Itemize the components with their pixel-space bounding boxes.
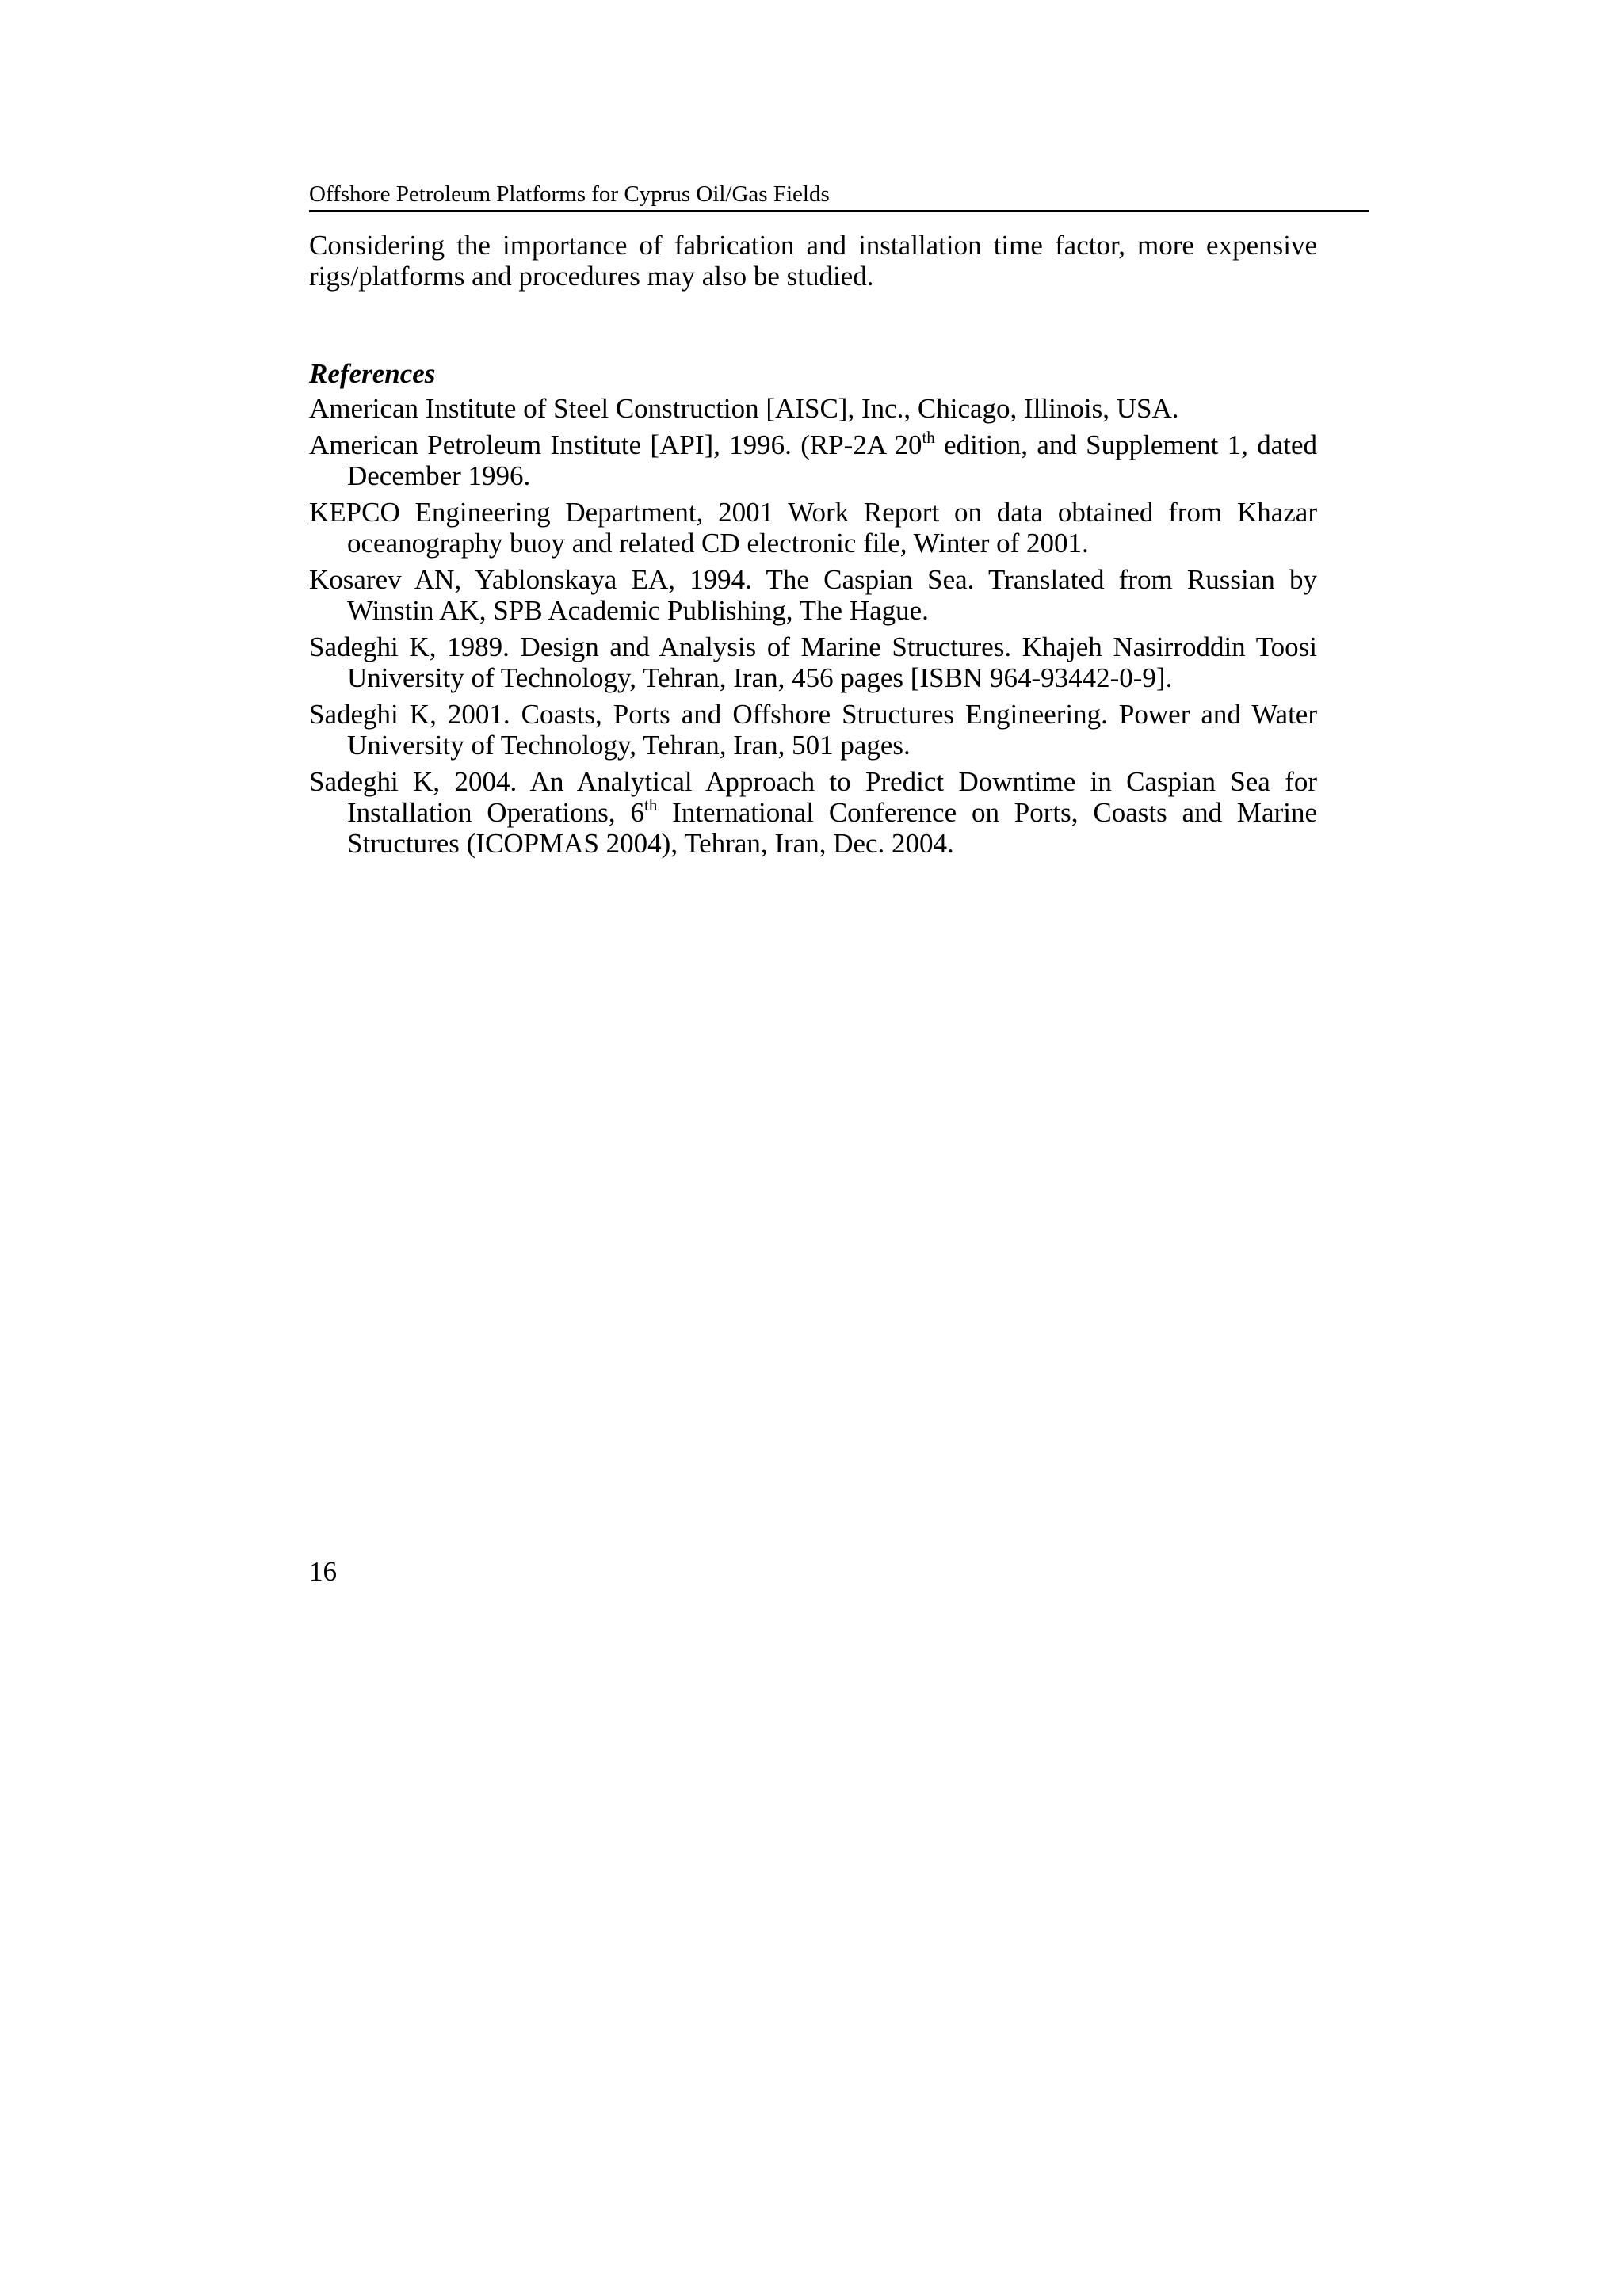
reference-api-text-start: American Petroleum Institute [API], 1996. (RP-2A 20 <box>309 429 922 460</box>
reference-list <box>309 393 1317 859</box>
reference-aisc <box>309 393 1317 424</box>
reference-kosarev-text: Kosarev AN, Yablonskaya EA, 1994. The Caspian Sea. Translated from Russian by Winstin AK, SPB Academic Publishing, The Hague. <box>309 564 1317 626</box>
reference-sadeghi-2004-text-start: Sadeghi K, 2004. An Analytical Approach to Predict Downtime in Caspian Sea for Installation Operations, 6 <box>309 766 1317 828</box>
reference-api <box>309 429 1317 491</box>
reference-api-superscript: th <box>922 428 935 447</box>
reference-kepco <box>309 497 1317 559</box>
page-body <box>309 230 1317 864</box>
references-heading: References <box>309 358 436 389</box>
running-header-title: Offshore Petroleum Platforms for Cyprus Oil/Gas Fields <box>309 181 830 207</box>
reference-aisc-text: American Institute of Steel Construction [AISC], Inc., Chicago, Illinois, USA. <box>309 393 1179 424</box>
running-header <box>309 181 1369 212</box>
reference-sadeghi-2004 <box>309 766 1317 859</box>
reference-sadeghi-1989-text: Sadeghi K, 1989. Design and Analysis of Marine Structures. Khajeh Nasirroddin Toosi University of Technology, Tehran, Iran, 456 pages [ISBN 964-93442-0-9]. <box>309 631 1317 693</box>
reference-sadeghi-1989 <box>309 631 1317 693</box>
intro-paragraph: Considering the importance of fabrication and installation time factor, more expensive rigs/platforms and procedures may also be studied. <box>309 230 1317 292</box>
reference-api-text-end: edition, and Supplement 1, dated December 1996. <box>347 429 1317 491</box>
reference-sadeghi-2004-superscript: th <box>643 795 658 814</box>
reference-kosarev <box>309 564 1317 626</box>
reference-sadeghi-2001-text: Sadeghi K, 2001. Coasts, Ports and Offshore Structures Engineering. Power and Water University of Technology, Tehran, Iran, 501 pages. <box>309 699 1317 761</box>
reference-sadeghi-2004-text-end: International Conference on Ports, Coasts and Marine Structures (ICOPMAS 2004), Tehran, Iran, Dec. 2004. <box>347 797 1317 859</box>
page-number: 16 <box>309 1556 337 1587</box>
reference-kepco-text: KEPCO Engineering Department, 2001 Work Report on data obtained from Khazar oceanography buoy and related CD electronic file, Winter of 2001. <box>309 497 1317 559</box>
reference-sadeghi-2001 <box>309 699 1317 761</box>
